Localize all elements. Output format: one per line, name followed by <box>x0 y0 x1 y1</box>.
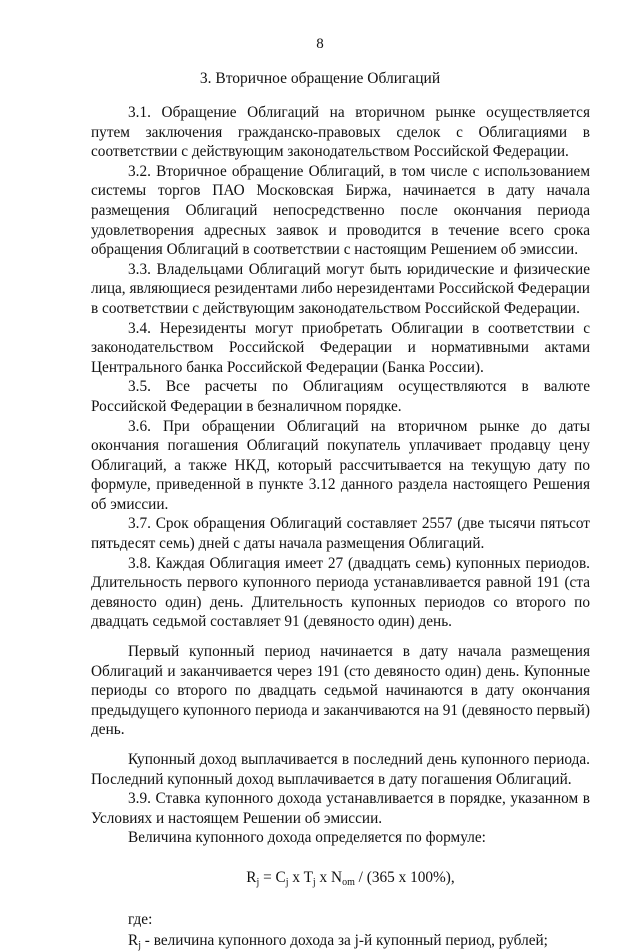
paragraph-3-4: 3.4. Нерезиденты могут приобретать Облигации в соответствии с законодательством Российской Федерации и нормативными актами Центрального банка Российской Федерации (Банка России). <box>91 319 590 376</box>
paragraph-3-3: 3.3. Владельцами Облигаций могут быть юридические и физические лица, являющиеся резидентами либо нерезидентами Российской Федерации в соответствии с действующим законодательством Российской Федерации. <box>91 260 590 317</box>
paragraph-formula-intro: Величина купонного дохода определяется по формуле: <box>128 829 486 847</box>
paragraph-3-9: 3.9. Ставка купонного дохода устанавливается в порядке, указанном в Условиях и настоящем Решении об эмиссии. <box>91 790 590 827</box>
paragraph-3-2: 3.2. Вторичное обращение Облигаций, в том числе с использованием системы торгов ПАО Московская Биржа, начинается в дату начала размещения Облигаций непосредственно после окончания периода удовлетворения адресных заявок и проводится в течение всего срока обращения Облигаций в соответствии с настоящим Решением об эмиссии. <box>91 162 590 259</box>
where-label: где: <box>128 910 153 928</box>
page-number: 8 <box>316 36 324 52</box>
definition-rj: $R_j$ - величина купонного дохода за j-й купонный период, рублей; <box>128 932 548 951</box>
paragraph-3-1: 3.1. Обращение Облигаций на вторичном рынке осуществляется путем заключения гражданско-правовых сделок с Облигациями в соответствии с действующим законодательством Российской Федерации. <box>91 104 590 161</box>
paragraph-coupon-payment: Купонный доход выплачивается в последний день купонного периода. Последний купонный доход выплачивается в дату погашения Облигаций. <box>91 751 590 788</box>
paragraph-3-6: 3.6. При обращении Облигаций на вторичном рынке до даты окончания погашения Облигаций покупатель уплачивает продавцу цену Облигаций, а также НКД, который рассчитывается на текущую дату по формуле, приведенной в пункте 3.12 данного раздела настоящего Решения об эмиссии. <box>91 417 590 513</box>
paragraph-3-8: 3.8. Каждая Облигация имеет 27 (двадцать семь) купонных периодов. Длительность первого купонного периода устанавливается равной 191 (ста девяносто один) день. Длительность купонных периодов со второго по двадцать седьмой составляет 91 (девяносто один) день. <box>91 554 590 631</box>
paragraph-3-5: 3.5. Все расчеты по Облигациям осуществляются в валюте Российской Федерации в безналичном порядке. <box>91 378 590 415</box>
section-title: 3. Вторичное обращение Облигаций <box>199 70 441 87</box>
paragraph-first-coupon-period: Первый купонный период начинается в дату начала размещения Облигаций и заканчивается через 191 (сто девяносто один) день. Купонные периоды со второго по двадцать седьмой начинаются в дату окончания предыдущего купонного периода и заканчиваются на 91 (девяносто первый) день. <box>91 643 590 739</box>
document-body <box>91 103 590 951</box>
paragraph-3-7: 3.7. Срок обращения Облигаций составляет 2557 (две тысячи пятьсот пятьдесят семь) дней с даты начала размещения Облигаций. <box>91 515 590 553</box>
coupon-formula: $R_j = C_j$ x $T_j$ x $N_{om} / (365$ x 100%), <box>246 868 455 888</box>
